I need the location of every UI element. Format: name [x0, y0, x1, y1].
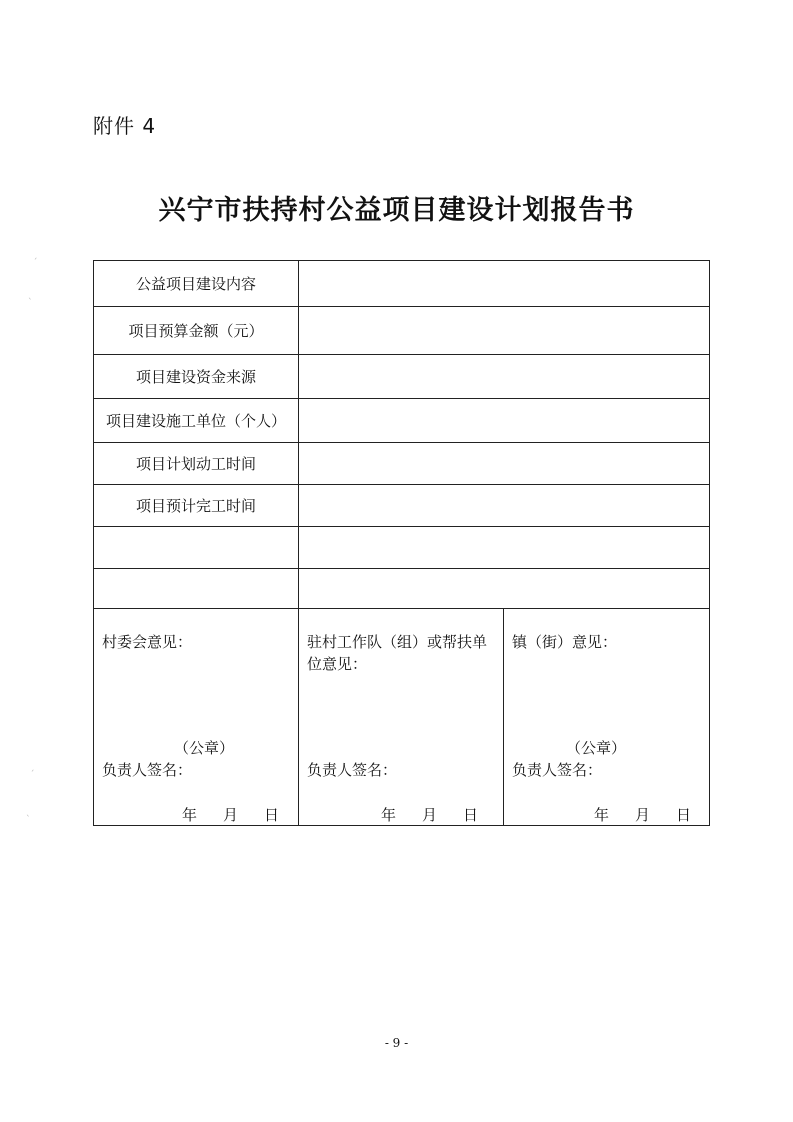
- row-value[interactable]: [299, 485, 709, 526]
- row-label: 项目建设施工单位（个人）: [94, 399, 299, 442]
- signer-label: 负责人签名：: [512, 761, 603, 779]
- row-label[interactable]: [94, 569, 299, 608]
- row-label: 项目预计完工时间: [94, 485, 299, 526]
- report-form-table: [93, 260, 710, 826]
- date-year-label: 年: [594, 806, 610, 824]
- row-value[interactable]: [299, 443, 709, 484]
- form-row: [94, 485, 709, 527]
- official-seal-label: （公章）: [566, 739, 627, 757]
- date-day-label: 日: [264, 806, 280, 824]
- row-value[interactable]: [299, 355, 709, 398]
- form-row: [94, 261, 709, 307]
- row-value[interactable]: [299, 569, 709, 608]
- date-year-label: 年: [182, 806, 198, 824]
- row-label: 公益项目建设内容: [94, 261, 299, 306]
- date-year-label: 年: [381, 806, 397, 824]
- date-month-label: 月: [635, 806, 651, 824]
- scan-speck: ˊ: [30, 770, 35, 780]
- scan-speck: ˋ: [28, 298, 33, 308]
- row-label: 项目计划动工时间: [94, 443, 299, 484]
- date-day-label: 日: [463, 806, 479, 824]
- opinion-heading: 村委会意见：: [102, 633, 193, 651]
- opinion-heading: 镇（街）意见：: [512, 633, 618, 651]
- town-street-opinion[interactable]: [504, 609, 709, 825]
- official-seal-label: （公章）: [174, 739, 235, 757]
- form-row: [94, 307, 709, 355]
- form-row: [94, 443, 709, 485]
- date-line: [594, 804, 691, 825]
- row-value[interactable]: [299, 261, 709, 306]
- form-row: [94, 399, 709, 443]
- row-value[interactable]: [299, 307, 709, 354]
- form-row: [94, 527, 709, 569]
- date-month-label: 月: [223, 806, 239, 824]
- date-line: [381, 804, 478, 825]
- form-row: [94, 569, 709, 609]
- work-team-opinion[interactable]: [299, 609, 504, 825]
- form-row: [94, 355, 709, 399]
- row-label[interactable]: [94, 527, 299, 568]
- opinion-heading: 驻村工作队（组）或帮扶单位意见：: [307, 633, 488, 673]
- row-label: 项目建设资金来源: [94, 355, 299, 398]
- signer-label: 负责人签名：: [102, 761, 193, 779]
- scan-speck: ˊ: [33, 258, 38, 268]
- opinion-section: [94, 609, 709, 825]
- date-day-label: 日: [676, 806, 692, 824]
- village-committee-opinion[interactable]: [94, 609, 299, 825]
- scan-speck: ˋ: [26, 815, 31, 825]
- date-line: [182, 804, 279, 825]
- row-label: 项目预算金额（元）: [94, 307, 299, 354]
- row-value[interactable]: [299, 399, 709, 442]
- document-title: 兴宁市扶持村公益项目建设计划报告书: [158, 195, 635, 226]
- signer-label: 负责人签名：: [307, 761, 398, 779]
- row-value[interactable]: [299, 527, 709, 568]
- attachment-label: 附件 4: [93, 114, 157, 138]
- page-number: - 9 -: [384, 1036, 409, 1050]
- date-month-label: 月: [422, 806, 438, 824]
